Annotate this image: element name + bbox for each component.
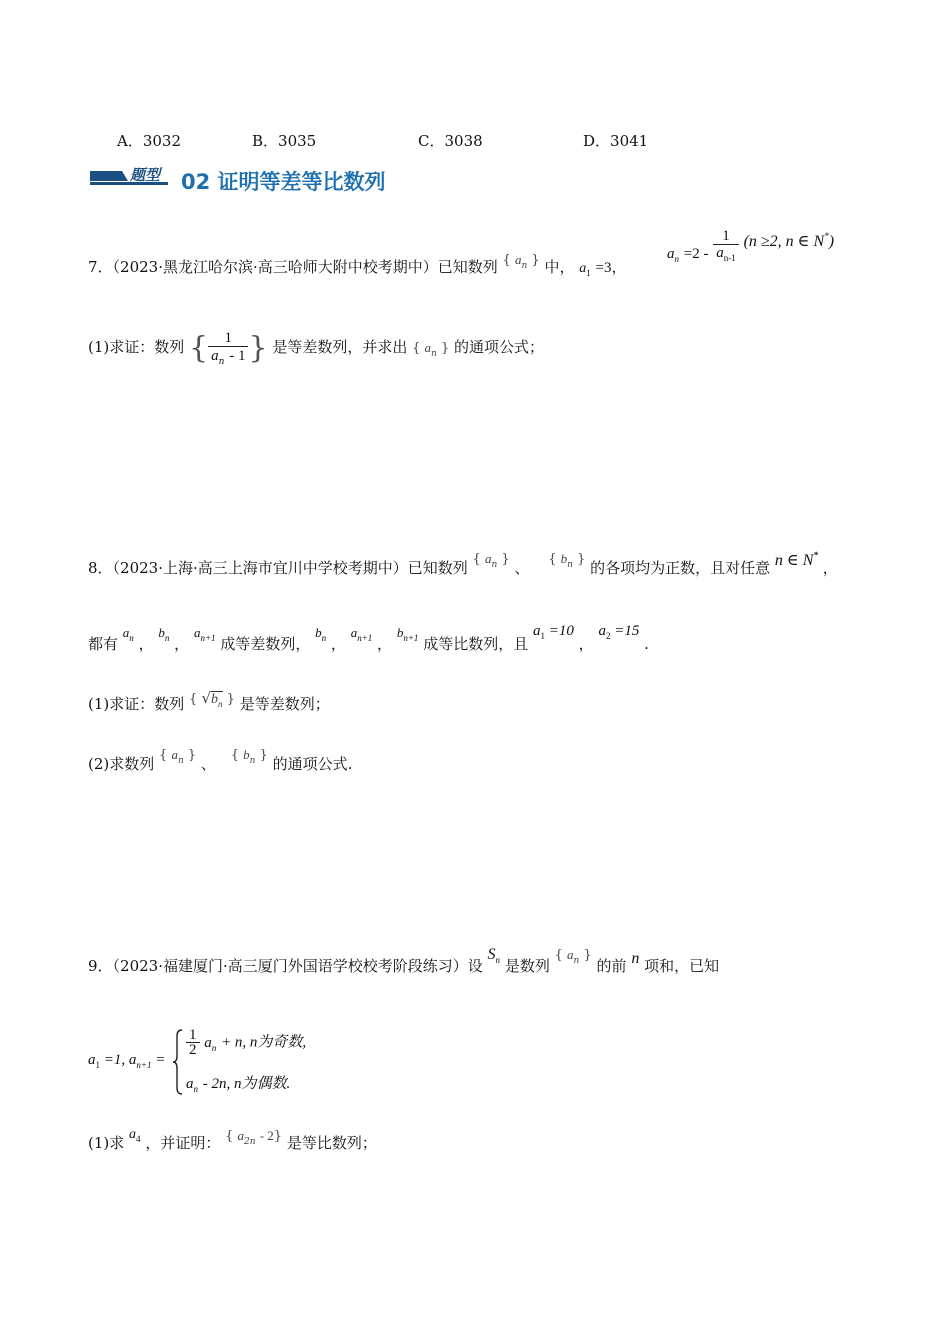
q8-p2-sep: 、 xyxy=(200,755,216,773)
q8-p1-prefix: (1)求证：数列 xyxy=(88,695,185,713)
q8-an: $a_n$ xyxy=(122,625,134,643)
q9-stem-line xyxy=(88,946,720,976)
q8-stem-line xyxy=(88,550,838,578)
section-badge xyxy=(90,167,168,187)
q7-seq-an: { $a_n$ } xyxy=(502,252,540,271)
q9-mid2: 的前 xyxy=(596,957,627,975)
q9-definition xyxy=(88,1027,307,1094)
q8-seq-an: { $a_n$ } xyxy=(472,551,510,570)
q8-sqrt-bn: { $√b_n$ } xyxy=(189,689,235,709)
q7-part1 xyxy=(88,330,544,366)
q7-formula-frac: $\frac{1}{a_{n-1}}$ xyxy=(713,228,739,262)
q9-seq-an: { $a_n$ } xyxy=(554,947,592,966)
section-title: 02 证明等差等比数列 xyxy=(181,170,386,194)
q7-formula-eq: =2 - xyxy=(683,246,709,262)
left-brace-icon xyxy=(172,1028,184,1096)
q9-def-lhs: $a_1 =1$, $a_{n+1}$ = xyxy=(88,1052,166,1070)
q7-stem-line xyxy=(88,252,627,278)
q8-bn-2: $b_n$ xyxy=(315,625,327,643)
option-b: B．3035 xyxy=(252,132,317,150)
q8-comma-2: ， xyxy=(174,635,190,653)
q9-end: 项和，已知 xyxy=(644,957,720,975)
q8-arith: 成等差数列， xyxy=(220,635,311,653)
q7-p1-suffix: 的通项公式； xyxy=(454,338,545,356)
q7-p1-prefix: (1)求证：数列 xyxy=(88,338,185,356)
q9-case1: $\frac{1}{2}$ $a_n + n$, n为奇数, xyxy=(186,1028,306,1057)
q9-sn: $S_n$ xyxy=(487,946,501,965)
q9-seq-a2n: { $a_{2n} - 2$} xyxy=(225,1128,283,1147)
q8-period: . xyxy=(644,635,649,653)
q8-a1: $a_1 =10$ xyxy=(533,623,574,641)
q7-p1-seq: { $\frac{1}{a_n - 1}$ } xyxy=(189,330,268,367)
q8-cond: n ∈ N* xyxy=(774,550,818,569)
q8-geo: 成等比数列，且 xyxy=(423,635,529,653)
q8-line2-prefix: 都有 xyxy=(88,635,119,653)
q8-p1-suffix: 是等差数列； xyxy=(239,695,330,713)
q7-p1-seq-an: { $a_n$ } xyxy=(412,340,450,359)
q8-comma-4: ， xyxy=(377,635,393,653)
q8-mid: 的各项均为正数，且对任意 xyxy=(590,559,771,577)
q8-an1-2: $a_{n+1}$ xyxy=(350,625,373,643)
q7-a1: $a_1$ xyxy=(579,261,591,278)
q8-line2 xyxy=(88,623,649,654)
q8-part1 xyxy=(88,689,330,714)
q8-p2-suffix: 的通项公式. xyxy=(272,755,353,773)
q8-p2-an: { $a_n$ } xyxy=(159,747,197,766)
q8-comma-1: ， xyxy=(138,635,154,653)
option-d: D．3041 xyxy=(583,132,649,150)
q9-n: n xyxy=(631,950,640,967)
q7-formula-lhs: $a_n$ xyxy=(667,246,679,264)
q8-p2-prefix: (2)求数列 xyxy=(88,755,155,773)
q8-part2 xyxy=(88,747,353,774)
q9-a4: $a_4$ xyxy=(129,1127,141,1144)
q8-seq-bn: { $b_n$ } xyxy=(548,551,586,570)
q8-a2: $a_2 =15$ xyxy=(598,623,640,641)
q7-formula-cond: (n ≥2, n ∈ N*) xyxy=(743,231,835,250)
q8-end: ， xyxy=(822,559,838,577)
q7-a1-val: =3， xyxy=(595,260,627,276)
q7-mid: 中， xyxy=(544,258,575,276)
q9-brace xyxy=(172,1028,184,1100)
q9-part1 xyxy=(88,1127,377,1153)
q8-comma-3: ， xyxy=(330,635,346,653)
q8-p2-bn: { $b_n$ } xyxy=(230,747,268,766)
q9-case2: $a_n - 2n$, n为偶数. xyxy=(186,1076,291,1094)
section-badge-label: 题型 xyxy=(130,166,161,184)
q7-formula xyxy=(667,230,834,262)
q8-stem: 8．（2023·上海·高三上海市宜川中学校考期中）已知数列 xyxy=(88,559,468,577)
q7-stem: 7．（2023·黑龙江哈尔滨·高三哈师大附中校考期中）已知数列 xyxy=(88,258,498,276)
q9-p1-prefix: (1)求 xyxy=(88,1134,125,1152)
q8-bn: $b_n$ xyxy=(158,625,170,643)
q8-bn1: $b_{n+1}$ xyxy=(396,625,419,643)
q8-an1: $a_{n+1}$ xyxy=(193,625,216,643)
q9-mid: 是数列 xyxy=(504,957,550,975)
option-c: C．3038 xyxy=(418,132,483,150)
q7-p1-mid: 是等差数列，并求出 xyxy=(272,338,408,356)
q8-comma-5: ， xyxy=(578,635,594,653)
q9-p1-suffix: 是等比数列； xyxy=(286,1134,377,1152)
option-a: A．3032 xyxy=(117,132,182,150)
q9-p1-mid: ，并证明： xyxy=(145,1134,221,1152)
q9-stem: 9．（2023·福建厦门·高三厦门外国语学校校考阶段练习）设 xyxy=(88,957,483,975)
q8-sep: 、 xyxy=(514,559,530,577)
